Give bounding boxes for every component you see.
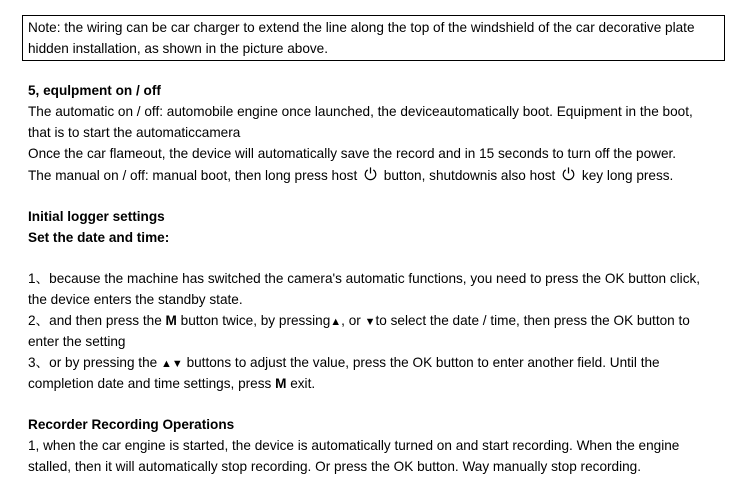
manual-onoff-line	[28, 165, 673, 186]
step2-text-a: 2、and then press the	[28, 313, 162, 328]
step3-text-d: exit.	[290, 376, 316, 391]
step3-text-b: buttons to adjust the value, press the OK button to enter another field. Until the	[186, 355, 660, 370]
manual-text-a: The manual on / off: manual boot, then long press host	[28, 168, 358, 183]
recording-line-1: 1, when the car engine is started, the device is automatically turned on and start recording. When the engine	[28, 438, 680, 453]
step3-line-2	[28, 373, 315, 394]
power-icon	[363, 166, 378, 181]
step3-text-c: completion date and time settings, press	[28, 376, 272, 391]
step3-text-a: 3、or by pressing the	[28, 355, 158, 370]
down-arrow-icon: ▼	[364, 316, 376, 328]
up-down-arrows-icon: ▲▼	[161, 358, 183, 370]
note-line-2: hidden installation, as shown in the picture above.	[28, 41, 329, 56]
step2-text-d: to select the date / time, then press the OK button to	[375, 313, 690, 328]
power-icon	[561, 166, 576, 181]
step1-line-1: 1、because the machine has switched the camera's automatic functions, you need to press the OK button click,	[28, 271, 701, 286]
step1-line-2: the device enters the standby state.	[28, 292, 243, 307]
m-key-label: M	[165, 313, 177, 328]
settings-heading: Initial logger settings	[28, 209, 165, 224]
section5-heading: 5, equlpment on / off	[28, 83, 161, 98]
step2-line-1	[28, 310, 690, 333]
up-arrow-icon: ▲	[330, 316, 342, 328]
flameout-line: Once the car flameout, the device will automatically save the record and in 15 seconds to turn off the power.	[28, 146, 677, 161]
m-key-label: M	[275, 376, 287, 391]
recording-line-2: stalled, then it will automatically stop recording. Or press the OK button. Way manually stop recording.	[28, 459, 642, 474]
manual-text-c: key long press.	[581, 168, 674, 183]
note-line-1: Note: the wiring can be car charger to extend the line along the top of the windshield of the car decorative plate	[28, 20, 695, 35]
step2-text-b: button twice, by pressing	[180, 313, 331, 328]
step3-line-1	[28, 352, 660, 375]
manual-text-b: button, shutdownis also host	[383, 168, 556, 183]
step2-line-2: enter the setting	[28, 334, 126, 349]
settings-subheading: Set the date and time:	[28, 230, 170, 245]
auto-onoff-line-1: The automatic on / off: automobile engine once launched, the deviceautomatically boot. Equipment in the boot,	[28, 104, 693, 119]
auto-onoff-line-2: that is to start the automaticcamera	[28, 125, 241, 140]
note-box	[22, 15, 725, 61]
recording-heading: Recorder Recording Operations	[28, 417, 235, 432]
step2-text-c: , or	[341, 313, 361, 328]
